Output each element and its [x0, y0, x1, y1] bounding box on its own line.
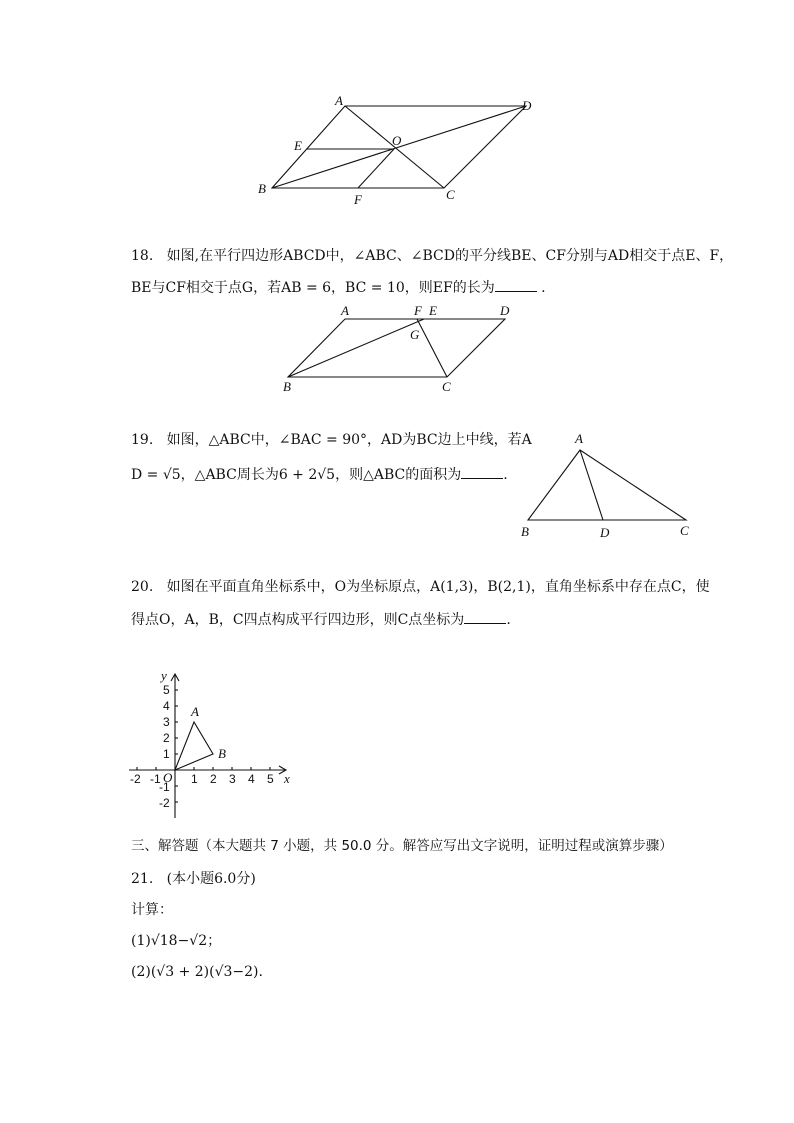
q18-line1: 18. 如图,在平行四边形ABCD中，∠ABC、∠BCD的平分线BE、CF分别与AD相交于点E、F，	[131, 248, 734, 264]
label-C: C	[442, 379, 451, 394]
q21-prompt: 计算：	[131, 902, 173, 918]
point-B-label: B	[218, 746, 226, 761]
x-tick-label: -2	[130, 772, 141, 786]
x-tick-label: -1	[150, 772, 161, 786]
label-A: A	[335, 93, 343, 108]
label-F: F	[354, 192, 362, 207]
y-tick-label: 5	[163, 683, 170, 697]
x-axis-label: x	[284, 771, 290, 786]
label-F: F	[414, 303, 422, 318]
section-heading: 三、解答题（本大题共 7 小题，共 50.0 分。解答应写出文字说明，证明过程或演算步骤）	[131, 838, 673, 854]
answer-blank[interactable]	[461, 466, 503, 479]
x-tick-label: 2	[210, 772, 217, 786]
y-tick-label: -2	[159, 796, 170, 810]
q20-line1: 20. 如图在平面直角坐标系中，O为坐标原点，A(1,3)，B(2,1)，直角坐标系中存在点C，使	[131, 579, 710, 595]
label-C: C	[680, 523, 689, 538]
label-D: D	[500, 303, 510, 318]
y-tick-label: 1	[163, 747, 170, 761]
figure-triangle-q19	[512, 428, 702, 543]
label-D: D	[600, 525, 610, 540]
q20-line2: 得点O，A，B，C四点构成平行四边形，则C点坐标为 .	[131, 612, 511, 628]
label-B: B	[258, 181, 266, 196]
coordinate-graph-q20	[125, 668, 300, 823]
q18-line2: BE与CF相交于点G，若AB = 6，BC = 10，则EF的长为 .	[131, 280, 546, 296]
label-B: B	[521, 524, 529, 539]
answer-blank[interactable]	[464, 611, 506, 624]
label-G: G	[410, 327, 420, 342]
answer-blank[interactable]	[495, 279, 537, 292]
label-E: E	[294, 138, 302, 153]
figure-parallelogram-q18	[275, 302, 525, 394]
label-E: E	[429, 303, 437, 318]
point-A-label: A	[191, 704, 199, 719]
x-tick-label: 1	[191, 772, 198, 786]
label-B: B	[283, 379, 291, 394]
label-O: O	[392, 133, 402, 148]
q19-line1: 19. 如图，△ABC中，∠BAC = 90°，AD为BC边上中线，若A	[131, 432, 532, 448]
q21-item1: (1)√18−√2；	[131, 933, 222, 949]
origin-label: O	[163, 770, 173, 785]
q21-header: 21. (本小题6.0分)	[131, 871, 256, 887]
y-tick-label: -1	[159, 780, 170, 794]
label-D: D	[522, 98, 532, 113]
y-axis-label: y	[161, 668, 167, 683]
label-C: C	[446, 187, 455, 202]
y-tick-label: 3	[163, 715, 170, 729]
x-tick-label: 3	[229, 772, 236, 786]
x-tick-label: 5	[267, 772, 274, 786]
figure-parallelogram-q17	[250, 92, 540, 210]
y-tick-label: 2	[163, 731, 170, 745]
label-A: A	[575, 431, 583, 446]
y-tick-label: 4	[163, 699, 170, 713]
label-A: A	[341, 303, 349, 318]
x-tick-label: 4	[248, 772, 255, 786]
q21-item2: (2)(√3 + 2)(√3−2).	[131, 964, 263, 980]
q19-line2: D = √5，△ABC周长为6 + 2√5，则△ABC的面积为 .	[131, 467, 508, 483]
